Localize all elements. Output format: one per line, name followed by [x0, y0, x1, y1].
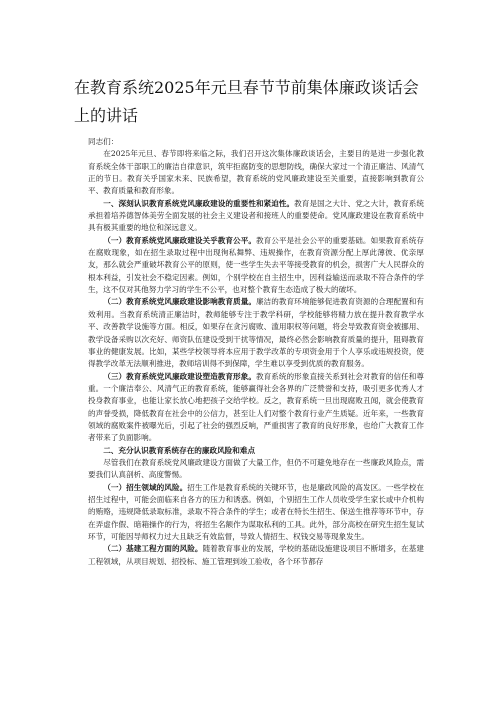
- s1p2-paragraph: [88, 296, 424, 370]
- s1p2-text: 廉洁的教育环境能够促进教育资源的合理配置和有效利用。当教育系统清正廉洁时，教师能够专注于教学科研，学校能够将精力放在提升教育教学水平、改善教学设施等方面。相反，如果存在贪污腐败、滥用职权等问题，将会导致教育资金被挪用、教学设备采购以次充好、师资队伍建设受到干扰等情况，最终必然会影响教育质量的提升，阻碍教育事业的健康发展。比如，某些学校领导将本应用于教学改革的专项资金用于个人享乐或违规投资，使得教学改革无法顺利推进，教师培训得不到保障，学生难以享受到优质的教育服务。: [88, 297, 425, 369]
- s2p1-paragraph: [88, 482, 424, 544]
- section1-heading: 一、深刻认识教育系统党风廉政建设的重要性和紧迫性。: [103, 198, 295, 208]
- section1-text: 教育是国之大计、党之大计，教育系统承担着培养德智体美劳全面发展的社会主义建设者和接班人的重要使命。党风廉政建设在教育系统中具有极其重要的地位和深远意义。: [88, 198, 424, 233]
- s1p1-heading: （一）教育系统党风廉政建设关乎教育公平。: [103, 235, 256, 245]
- s1p3-text: 教育系统的形象直接关系到社会对教育的信任和尊重。一个廉洁奉公、风清气正的教育系统，能够赢得社会各界的广泛赞誉和支持，吸引更多优秀人才投身教育事业，也能让家长放心地把孩子交给学校。反之，教育系统一旦出现腐败丑闻，就会使教育的声誉受损，降低教育在社会中的公信力，甚至让人们对整个教育行业产生质疑。近年来，一些教育领域的腐败案件被曝光后，引起了社会的强烈反响，严重损害了教育的良好形象，也给广大教育工作者带来了负面影响。: [88, 371, 425, 443]
- document-body: [88, 136, 424, 568]
- s2p2-heading: （二）基建工程方面的风险。: [103, 544, 203, 554]
- section2-paragraph: 尽管我们在教育系统党风廉政建设方面做了大量工作，但仍不可避免地存在一些廉政风险点，需要我们认真剖析、高度警惕。: [88, 457, 424, 480]
- intro-paragraph: 在2025年元旦、春节即将来临之际，我们召开这次集体廉政谈话会，主要目的是进一步强化教育系统全体干部职工的廉洁自律意识，筑牢拒腐防变的思想防线，确保大家过一个清正廉洁、风清气正的节日。教育关乎国家未来、民族希望，教育系统的党风廉政建设至关重要，直接影响到教育公平、教育质量和教育形象。: [88, 149, 424, 196]
- s1p3-heading: （三）教育系统党风廉政建设塑造教育形象。: [103, 371, 256, 381]
- s1p2-heading: （二）教育系统党风廉政建设影响教育质量。: [103, 297, 256, 307]
- s1p1-text: 教育公平是社会公平的重要基础。如果教育系统存在腐败现象，如在招生录取过程中出现徇私舞弊、违规操作，在教育资源分配上厚此薄彼、优亲厚友，那么就会严重破坏教育公平的原则，使一些学生失去平等接受教育的机会，损害广大人民群众的根本利益，引发社会不稳定因素。例如，个别学校在自主招生中，因利益输送而录取不符合条件的学生，这不仅对其他努力学习的学生不公平，也对整个教育生态造成了极大的破坏。: [88, 235, 425, 295]
- s2p2-text: 随着教育事业的发展，学校的基础设施建设项目不断增多，在基建工程领域，从项目规划、招投标、施工管理到竣工验收，各个环节都存: [88, 544, 424, 566]
- s2p1-heading: （一）招生领域的风险。: [103, 482, 188, 492]
- s2p1-text: 招生工作是教育系统的关键环节，也是廉政风险的高发区。一些学校在招生过程中，可能会面临来自各方的压力和诱惑。例如，个别招生工作人员收受学生家长或中介机构的贿赂，违规降低录取标准，录取不符合条件的学生；或者在特长生招生、保送生推荐等环节中，存在弄虚作假、暗箱操作的行为，将招生名额作为谋取私利的工具。此外，部分高校在研究生招生复试环节，可能因导师权力过大且缺乏有效监督，导致人情招生、权钱交易等现象发生。: [88, 482, 425, 541]
- s1p1-paragraph: [88, 235, 424, 297]
- section1-paragraph: [88, 198, 424, 235]
- document-title: 在教育系统2025年元旦春节节前集体廉政谈话会上的讲话: [74, 78, 419, 125]
- s1p3-paragraph: [88, 371, 424, 445]
- salutation: 同志们：: [88, 137, 119, 146]
- s2p2-paragraph: [88, 543, 424, 568]
- section2-heading: 二、充分认识教育系统存在的廉政风险和难点: [103, 445, 256, 455]
